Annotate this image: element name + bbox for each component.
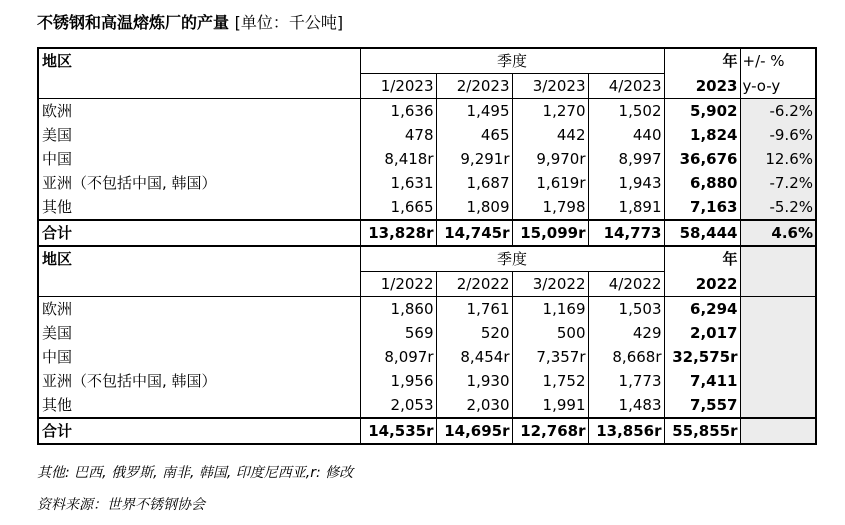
yoy-empty bbox=[740, 321, 816, 345]
quarter-value: 520 bbox=[436, 321, 512, 345]
yoy-value: -6.2% bbox=[740, 99, 816, 124]
quarter-value: 7,357r bbox=[512, 345, 588, 369]
source-note: 资料来源：世界不锈钢协会 bbox=[37, 497, 205, 513]
region-name: 其他 bbox=[38, 393, 360, 418]
quarter-value: 429 bbox=[588, 321, 664, 345]
quarter-value: 1,483 bbox=[588, 393, 664, 418]
yoy-empty bbox=[740, 297, 816, 322]
quarter-value: 1,503 bbox=[588, 297, 664, 322]
yoy-header: +/- % bbox=[740, 48, 816, 74]
quarter-value: 1,798 bbox=[512, 195, 588, 220]
title-text: 不锈钢和高温熔炼厂的产量 bbox=[37, 13, 230, 32]
region-subheader-empty bbox=[38, 272, 360, 297]
quarter-value: 1,943 bbox=[588, 171, 664, 195]
year-value: 7,163 bbox=[664, 195, 740, 220]
quarter-value: 1,891 bbox=[588, 195, 664, 220]
t1-total-row bbox=[38, 220, 816, 246]
quarter-value: 8,668r bbox=[588, 345, 664, 369]
t2-header-row bbox=[38, 246, 816, 272]
quarter-value: 1,687 bbox=[436, 171, 512, 195]
t2-subheader-row bbox=[38, 272, 816, 297]
region-name: 亚洲（不包括中国, 韩国） bbox=[38, 369, 360, 393]
region-name: 美国 bbox=[38, 123, 360, 147]
year-value-header: 2022 bbox=[664, 272, 740, 297]
quarter-value: 8,454r bbox=[436, 345, 512, 369]
t2-data-row bbox=[38, 297, 816, 322]
yoy-value: -5.2% bbox=[740, 195, 816, 220]
yoy-empty bbox=[740, 345, 816, 369]
quarter-value: 1,665 bbox=[360, 195, 436, 220]
quarter-value: 442 bbox=[512, 123, 588, 147]
region-subheader-empty bbox=[38, 74, 360, 99]
quarter-value: 1,502 bbox=[588, 99, 664, 124]
quarter-value: 1,956 bbox=[360, 369, 436, 393]
quarter-value: 1,495 bbox=[436, 99, 512, 124]
yoy-subheader: y-o-y bbox=[740, 74, 816, 99]
quarter-group-header: 季度 bbox=[360, 246, 664, 272]
total-label: 合计 bbox=[38, 418, 360, 444]
quarter-value: 8,097r bbox=[360, 345, 436, 369]
t1-subheader-row bbox=[38, 74, 816, 99]
quarter-value: 440 bbox=[588, 123, 664, 147]
total-label: 合计 bbox=[38, 220, 360, 246]
year-value: 7,411 bbox=[664, 369, 740, 393]
quarter-header: 1/2022 bbox=[360, 272, 436, 297]
yoy-empty bbox=[740, 418, 816, 444]
quarter-value: 1,773 bbox=[588, 369, 664, 393]
t2-data-row bbox=[38, 393, 816, 418]
t1-data-row bbox=[38, 123, 816, 147]
quarter-value: 8,418r bbox=[360, 147, 436, 171]
yoy-empty bbox=[740, 272, 816, 297]
yoy-value: 12.6% bbox=[740, 147, 816, 171]
region-name: 中国 bbox=[38, 345, 360, 369]
quarter-header: 4/2023 bbox=[588, 74, 664, 99]
quarter-value: 1,636 bbox=[360, 99, 436, 124]
quarter-value: 465 bbox=[436, 123, 512, 147]
total-quarter-value: 12,768r bbox=[512, 418, 588, 444]
quarter-header: 3/2023 bbox=[512, 74, 588, 99]
region-header: 地区 bbox=[38, 246, 360, 272]
t2-data-row bbox=[38, 321, 816, 345]
total-quarter-value: 14,535r bbox=[360, 418, 436, 444]
region-name: 亚洲（不包括中国, 韩国） bbox=[38, 171, 360, 195]
year-value-header: 2023 bbox=[664, 74, 740, 99]
year-value: 2,017 bbox=[664, 321, 740, 345]
region-name: 欧洲 bbox=[38, 99, 360, 124]
total-quarter-value: 13,828r bbox=[360, 220, 436, 246]
yoy-empty bbox=[740, 246, 816, 272]
total-quarter-value: 14,695r bbox=[436, 418, 512, 444]
quarter-value: 1,619r bbox=[512, 171, 588, 195]
total-year-value: 58,444 bbox=[664, 220, 740, 246]
region-name: 其他 bbox=[38, 195, 360, 220]
t1-data-row bbox=[38, 147, 816, 171]
total-quarter-value: 14,773 bbox=[588, 220, 664, 246]
quarter-group-header: 季度 bbox=[360, 48, 664, 74]
total-quarter-value: 14,745r bbox=[436, 220, 512, 246]
t2-data-row bbox=[38, 345, 816, 369]
quarter-value: 8,997 bbox=[588, 147, 664, 171]
total-quarter-value: 15,099r bbox=[512, 220, 588, 246]
production-table bbox=[37, 47, 817, 445]
quarter-header: 4/2022 bbox=[588, 272, 664, 297]
quarter-value: 1,270 bbox=[512, 99, 588, 124]
quarter-value: 9,970r bbox=[512, 147, 588, 171]
year-value: 1,824 bbox=[664, 123, 740, 147]
t1-header-row bbox=[38, 48, 816, 74]
quarter-header: 2/2022 bbox=[436, 272, 512, 297]
quarter-header: 1/2023 bbox=[360, 74, 436, 99]
quarter-value: 1,631 bbox=[360, 171, 436, 195]
quarter-value: 1,169 bbox=[512, 297, 588, 322]
region-name: 欧洲 bbox=[38, 297, 360, 322]
region-name: 美国 bbox=[38, 321, 360, 345]
year-header: 年 bbox=[664, 246, 740, 272]
quarter-header: 3/2022 bbox=[512, 272, 588, 297]
year-value: 32,575r bbox=[664, 345, 740, 369]
region-name: 中国 bbox=[38, 147, 360, 171]
t2-data-row bbox=[38, 369, 816, 393]
year-value: 7,557 bbox=[664, 393, 740, 418]
yoy-empty bbox=[740, 369, 816, 393]
quarter-header: 2/2023 bbox=[436, 74, 512, 99]
t1-data-row bbox=[38, 171, 816, 195]
year-value: 6,880 bbox=[664, 171, 740, 195]
year-value: 6,294 bbox=[664, 297, 740, 322]
page-title bbox=[37, 10, 343, 33]
year-value: 36,676 bbox=[664, 147, 740, 171]
yoy-value: -9.6% bbox=[740, 123, 816, 147]
yoy-value: -7.2% bbox=[740, 171, 816, 195]
quarter-value: 1,809 bbox=[436, 195, 512, 220]
total-yoy-value: 4.6% bbox=[740, 220, 816, 246]
quarter-value: 1,930 bbox=[436, 369, 512, 393]
quarter-value: 2,030 bbox=[436, 393, 512, 418]
unit-text: [单位：千公吨] bbox=[234, 13, 344, 32]
t2-total-row bbox=[38, 418, 816, 444]
total-year-value: 55,855r bbox=[664, 418, 740, 444]
year-header: 年 bbox=[664, 48, 740, 74]
quarter-value: 500 bbox=[512, 321, 588, 345]
quarter-value: 1,752 bbox=[512, 369, 588, 393]
quarter-value: 569 bbox=[360, 321, 436, 345]
yoy-empty bbox=[740, 393, 816, 418]
quarter-value: 9,291r bbox=[436, 147, 512, 171]
quarter-value: 1,761 bbox=[436, 297, 512, 322]
footnote: 其他: 巴西, 俄罗斯, 南非, 韩国, 印度尼西亚,r: 修改 bbox=[37, 465, 354, 481]
quarter-value: 1,860 bbox=[360, 297, 436, 322]
quarter-value: 2,053 bbox=[360, 393, 436, 418]
quarter-value: 478 bbox=[360, 123, 436, 147]
t1-data-row bbox=[38, 195, 816, 220]
region-header: 地区 bbox=[38, 48, 360, 74]
year-value: 5,902 bbox=[664, 99, 740, 124]
t1-data-row bbox=[38, 99, 816, 124]
total-quarter-value: 13,856r bbox=[588, 418, 664, 444]
quarter-value: 1,991 bbox=[512, 393, 588, 418]
